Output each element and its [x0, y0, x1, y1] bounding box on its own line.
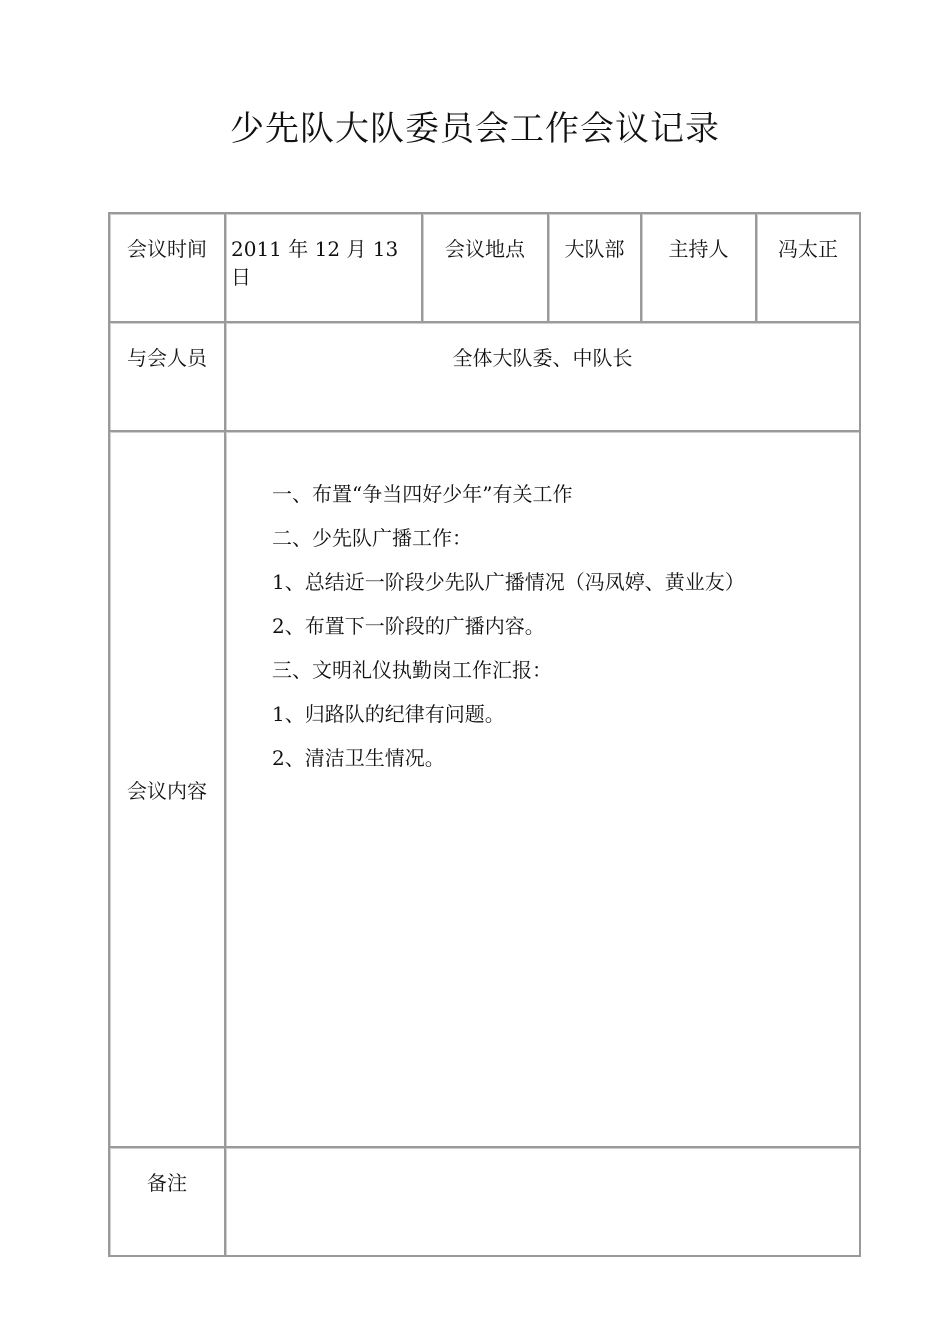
table-row-meeting-info [110, 214, 859, 323]
meeting-time-label: 会议时间 [110, 214, 226, 323]
meeting-location-label: 会议地点 [423, 214, 549, 323]
content-line: 一、布置“争当四好少年”有关工作 [272, 482, 573, 506]
meeting-time-value: 2011 年 12 月 13 日 [226, 214, 423, 323]
content-list [226, 432, 859, 780]
meeting-host-label: 主持人 [642, 214, 757, 323]
meeting-location-value: 大队部 [549, 214, 642, 323]
notes-label: 备注 [110, 1148, 226, 1255]
table-row-notes [110, 1148, 859, 1255]
content-cell [226, 432, 859, 1148]
attendees-value: 全体大队委、中队长 [226, 323, 859, 432]
content-line: 二、少先队广播工作： [272, 526, 472, 550]
page-title: 少先队大队委员会工作会议记录 [230, 109, 720, 149]
content-line: 1、总结近一阶段少先队广播情况（冯凤婷、黄业友） [272, 570, 745, 594]
table-row-content [110, 432, 859, 1148]
meeting-record-table [108, 212, 861, 1257]
content-line: 1、归路队的纪律有问题。 [272, 702, 505, 726]
content-label: 会议内容 [110, 432, 226, 1148]
meeting-host-value: 冯太正 [757, 214, 859, 323]
notes-value [226, 1148, 859, 1255]
content-line: 三、文明礼仪执勤岗工作汇报： [272, 658, 552, 682]
attendees-label: 与会人员 [110, 323, 226, 432]
table-row-attendees [110, 323, 859, 432]
content-line: 2、清洁卫生情况。 [272, 746, 445, 770]
content-line: 2、布置下一阶段的广播内容。 [272, 614, 545, 638]
